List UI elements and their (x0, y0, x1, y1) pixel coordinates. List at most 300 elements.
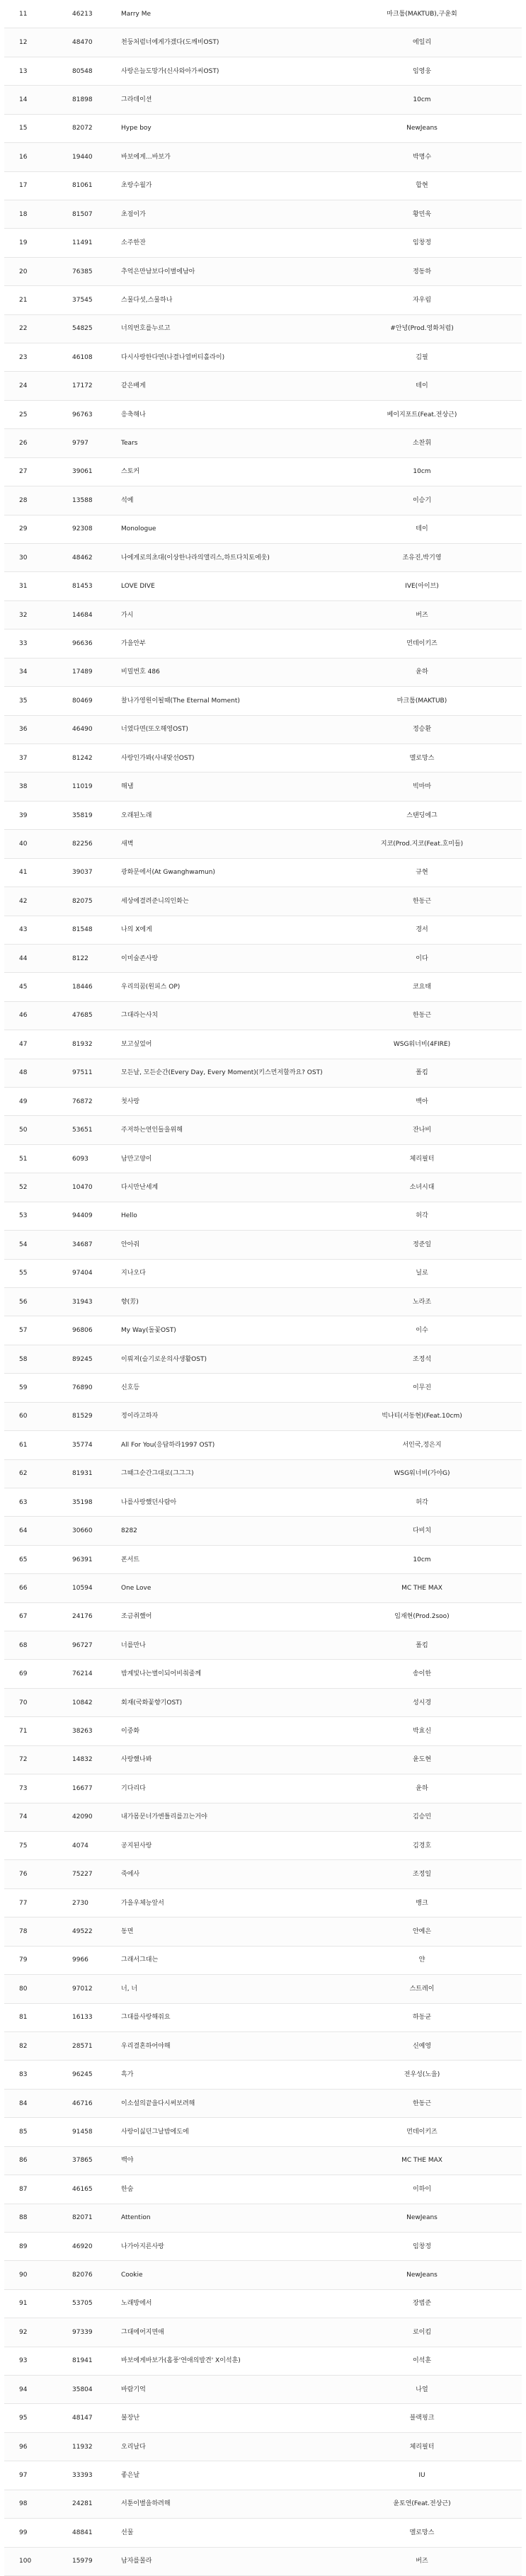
chart-row[interactable] (4, 258, 522, 286)
rank-cell: 54 (19, 1241, 28, 1248)
song-number-cell: 81061 (72, 182, 93, 190)
song-title-cell: 폰서트 (121, 1556, 140, 1563)
artist-cell: 한동근 (412, 1012, 432, 1020)
chart-row[interactable] (4, 1631, 522, 1660)
rank-cell: 31 (19, 583, 28, 591)
song-title-cell: 보고싶었어 (121, 1040, 152, 1048)
song-title-cell: 초랑수월가 (121, 182, 152, 190)
chart-row[interactable] (4, 1260, 522, 1288)
artist-cell: 박명수 (412, 153, 432, 161)
song-number-cell: 30660 (72, 1527, 93, 1535)
chart-row[interactable] (4, 1088, 522, 1116)
song-title-cell: 바보에게…바보가 (121, 153, 171, 161)
chart-row[interactable] (4, 945, 522, 973)
artist-cell: 버즈 (416, 2558, 428, 2565)
song-number-cell: 76890 (72, 1384, 93, 1391)
rank-cell: 28 (19, 496, 28, 504)
song-number-cell: 14684 (72, 611, 93, 619)
chart-row[interactable] (4, 601, 522, 629)
artist-cell: 10cm (413, 468, 431, 476)
song-title-cell: 선물 (121, 2529, 134, 2536)
chart-row[interactable] (4, 544, 522, 572)
song-number-cell: 35804 (72, 2386, 93, 2393)
song-number-cell: 19440 (72, 153, 93, 161)
song-title-cell: 한숨 (121, 2185, 134, 2193)
artist-cell: 임창정 (412, 239, 432, 247)
artist-cell: 정승환 (412, 726, 432, 734)
song-number-cell: 9966 (72, 1956, 88, 1964)
artist-cell: IU (418, 2472, 425, 2479)
song-number-cell: 82256 (72, 840, 93, 848)
song-number-cell: 81898 (72, 96, 93, 103)
chart-row[interactable] (4, 1889, 522, 1917)
rank-cell: 74 (19, 1813, 28, 1821)
rank-cell: 63 (19, 1498, 28, 1506)
artist-cell: 정준일 (412, 1241, 432, 1248)
chart-row[interactable] (4, 2175, 522, 2204)
artist-cell: 폴킴 (416, 1069, 428, 1077)
song-number-cell: 35774 (72, 1441, 93, 1449)
rank-cell: 89 (19, 2242, 28, 2250)
artist-cell: 송이한 (412, 1670, 432, 1678)
artist-cell: 먼데이키즈 (406, 2128, 438, 2136)
song-number-cell: 96806 (72, 1327, 93, 1335)
artist-cell: 잔나비 (412, 1127, 432, 1134)
song-number-cell: 96636 (72, 639, 93, 647)
rank-cell: 48 (19, 1069, 28, 1077)
song-number-cell: 82072 (72, 125, 93, 132)
chart-row[interactable] (4, 1917, 522, 1946)
song-title-cell: 8282 (121, 1527, 137, 1535)
chart-row[interactable] (4, 1316, 522, 1345)
song-title-cell: 오리날다 (121, 2443, 146, 2451)
artist-cell: 다비치 (412, 1527, 432, 1535)
song-number-cell: 53651 (72, 1127, 93, 1134)
song-title-cell: Monologue (121, 525, 156, 533)
chart-row[interactable] (4, 200, 522, 229)
artist-cell: 이다 (416, 954, 428, 962)
chart-row[interactable] (4, 687, 522, 715)
song-number-cell: 8122 (72, 954, 88, 962)
chart-row[interactable] (4, 515, 522, 544)
song-title-cell: 이뤄져(슬기로운의사생활OST) (121, 1355, 207, 1363)
artist-cell: 이승기 (412, 496, 432, 504)
rank-cell: 100 (19, 2558, 32, 2565)
song-number-cell: 39037 (72, 869, 93, 877)
song-title-cell: 첫사랑 (121, 1098, 140, 1105)
song-number-cell: 46716 (72, 2099, 93, 2107)
artist-cell: NewJeans (406, 2272, 438, 2279)
chart-row[interactable] (4, 372, 522, 400)
song-number-cell: 46920 (72, 2242, 93, 2250)
artist-cell: 김경호 (412, 1842, 432, 1850)
chart-row[interactable] (4, 2261, 522, 2289)
rank-cell: 13 (19, 67, 28, 75)
song-number-cell: 10842 (72, 1699, 93, 1706)
rank-cell: 42 (19, 897, 28, 905)
song-number-cell: 46213 (72, 10, 93, 18)
artist-cell: 이수 (416, 1327, 428, 1335)
chart-row[interactable] (4, 916, 522, 945)
rank-cell: 62 (19, 1470, 28, 1478)
chart-row[interactable] (4, 2004, 522, 2032)
song-title-cell: 우리의꿈(원피스 OP) (121, 984, 181, 991)
artist-cell: 황민욱 (412, 210, 432, 218)
chart-row[interactable] (4, 1403, 522, 1431)
rank-cell: 97 (19, 2472, 28, 2479)
song-title-cell: 동면 (121, 1927, 134, 1935)
song-number-cell: 33393 (72, 2472, 93, 2479)
song-number-cell: 81932 (72, 1040, 93, 1048)
chart-row[interactable] (4, 1431, 522, 1459)
rank-cell: 92 (19, 2328, 28, 2336)
song-number-cell: 18446 (72, 984, 93, 991)
chart-row[interactable] (4, 2233, 522, 2261)
chart-row[interactable] (4, 172, 522, 200)
rank-cell: 43 (19, 926, 28, 934)
artist-cell: 스트레이 (409, 1985, 435, 1993)
chart-row[interactable] (4, 1488, 522, 1517)
chart-row[interactable] (4, 2461, 522, 2490)
chart-row[interactable] (4, 0, 522, 28)
song-number-cell: 94409 (72, 1212, 93, 1220)
chart-row[interactable] (4, 1860, 522, 1888)
song-title-cell: 공지된사랑 (121, 1842, 152, 1850)
rank-cell: 85 (19, 2128, 28, 2136)
song-title-cell: 천둥처럼너에게가겠다(도깨비OST) (121, 39, 219, 47)
song-title-cell: 세상에결려준니의인화는 (121, 897, 189, 905)
song-number-cell: 82071 (72, 2214, 93, 2222)
chart-row[interactable] (4, 1746, 522, 1774)
rank-cell: 12 (19, 39, 28, 47)
chart-row[interactable] (4, 1603, 522, 1631)
song-title-cell: 남만고양이 (121, 1155, 152, 1163)
chart-row[interactable] (4, 572, 522, 600)
rank-cell: 70 (19, 1699, 28, 1706)
song-title-cell: 광화문에서(At Gwanghwamun) (121, 869, 215, 877)
chart-row[interactable] (4, 830, 522, 858)
rank-cell: 18 (19, 210, 28, 218)
song-number-cell: 39061 (72, 468, 93, 476)
rank-cell: 44 (19, 954, 28, 962)
song-title-cell: 너의번호를누르고 (121, 325, 171, 333)
song-number-cell: 11491 (72, 239, 93, 247)
song-number-cell: 17489 (72, 668, 93, 676)
artist-cell: 조정석 (412, 1355, 432, 1363)
chart-row[interactable] (4, 1546, 522, 1574)
artist-cell: 체리필터 (409, 2443, 435, 2451)
rank-cell: 75 (19, 1842, 28, 1850)
song-title-cell: 죽에사 (121, 1871, 140, 1879)
rank-cell: 88 (19, 2214, 28, 2222)
chart-row[interactable] (4, 659, 522, 687)
rank-cell: 49 (19, 1098, 28, 1105)
artist-cell: 김필 (416, 353, 428, 361)
chart-row[interactable] (4, 315, 522, 343)
song-title-cell: 소주한잔 (121, 239, 146, 247)
chart-row[interactable] (4, 486, 522, 515)
song-title-cell: 지나오다 (121, 1270, 146, 1277)
chart-row[interactable] (4, 1517, 522, 1545)
artist-cell: 하동균 (412, 2014, 432, 2022)
chart-row[interactable] (4, 2376, 522, 2404)
artist-cell: 멜로망스 (409, 2529, 435, 2536)
chart-row[interactable] (4, 1202, 522, 1231)
song-title-cell: 나를사랑했던사람아 (121, 1498, 177, 1506)
chart-row[interactable] (4, 458, 522, 486)
artist-cell: 자우림 (412, 296, 432, 304)
rank-cell: 53 (19, 1212, 28, 1220)
rank-cell: 16 (19, 153, 28, 161)
song-title-cell: All For You(응답하라1997 OST) (121, 1441, 215, 1449)
rank-cell: 71 (19, 1728, 28, 1736)
song-title-cell: 백야 (121, 2157, 134, 2165)
rank-cell: 87 (19, 2185, 28, 2193)
chart-row[interactable] (4, 1145, 522, 1173)
chart-row[interactable] (4, 2118, 522, 2146)
chart-row[interactable] (4, 1803, 522, 1832)
rank-cell: 84 (19, 2099, 28, 2107)
song-number-cell: 14832 (72, 1756, 93, 1764)
artist-cell: 노라조 (412, 1298, 432, 1306)
rank-cell: 82 (19, 2042, 28, 2050)
chart-row[interactable] (4, 2032, 522, 2061)
rank-cell: 55 (19, 1270, 28, 1277)
song-title-cell: 기다리다 (121, 1784, 146, 1792)
rank-cell: 25 (19, 411, 28, 418)
artist-cell: 테이 (416, 382, 428, 390)
song-number-cell: 13588 (72, 496, 93, 504)
song-number-cell: 47685 (72, 1012, 93, 1020)
song-number-cell: 48470 (72, 39, 93, 47)
chart-row[interactable] (4, 1059, 522, 1088)
chart-row[interactable] (4, 2147, 522, 2175)
rank-cell: 45 (19, 984, 28, 991)
song-title-cell: One Love (121, 1584, 151, 1592)
chart-row[interactable] (4, 1975, 522, 2003)
chart-row[interactable] (4, 1774, 522, 1803)
artist-cell: 코요태 (412, 984, 432, 991)
song-title-cell: 비밀번호 486 (121, 668, 160, 676)
rank-cell: 60 (19, 1413, 28, 1420)
song-number-cell: 15979 (72, 2558, 93, 2565)
artist-cell: 10cm (413, 1556, 431, 1563)
song-title-cell: 그대에어지면애 (121, 2328, 164, 2336)
chart-row[interactable] (4, 343, 522, 372)
artist-cell: 멜로망스 (409, 754, 435, 762)
chart-row[interactable] (4, 2318, 522, 2347)
song-number-cell: 28571 (72, 2042, 93, 2050)
rank-cell: 15 (19, 125, 28, 132)
song-number-cell: 53705 (72, 2300, 93, 2308)
rank-cell: 32 (19, 611, 28, 619)
song-title-cell: 그라데이션 (121, 96, 152, 103)
song-number-cell: 81931 (72, 1470, 93, 1478)
song-title-cell: 사랑했나봐 (121, 1756, 152, 1764)
artist-cell: 정동하 (412, 268, 432, 275)
rank-cell: 73 (19, 1784, 28, 1792)
song-title-cell: 안아줘 (121, 1241, 140, 1248)
song-number-cell: 11932 (72, 2443, 93, 2451)
artist-cell: 윤하 (416, 1784, 428, 1792)
artist-cell: 이하이 (412, 2185, 432, 2193)
song-title-cell: 초점이가 (121, 210, 146, 218)
song-number-cell: 81242 (72, 754, 93, 762)
song-title-cell: 그대를사랑해줘요 (121, 2014, 171, 2022)
song-title-cell: 스물다섯,스물하나 (121, 296, 173, 304)
song-number-cell: 6093 (72, 1155, 88, 1163)
song-title-cell: Cookie (121, 2272, 143, 2279)
rank-cell: 19 (19, 239, 28, 247)
song-number-cell: 49522 (72, 1927, 93, 1935)
song-number-cell: 24176 (72, 1613, 93, 1621)
song-title-cell: 사랑인가봐(사내맞선OST) (121, 754, 195, 762)
song-number-cell: 48841 (72, 2529, 93, 2536)
chart-row[interactable] (4, 2090, 522, 2118)
chart-row[interactable] (4, 143, 522, 171)
chart-row[interactable] (4, 1002, 522, 1030)
artist-cell: 윤도현 (412, 1756, 432, 1764)
song-number-cell: 81941 (72, 2357, 93, 2365)
chart-row[interactable] (4, 2433, 522, 2461)
chart-row[interactable] (4, 887, 522, 916)
rank-cell: 65 (19, 1556, 28, 1563)
chart-row[interactable] (4, 1574, 522, 1602)
chart-row[interactable] (4, 28, 522, 57)
artist-cell: 테이 (416, 525, 428, 533)
chart-row[interactable] (4, 401, 522, 429)
artist-cell: 스탠딩에그 (406, 811, 438, 819)
song-number-cell: 75227 (72, 1871, 93, 1879)
rank-cell: 38 (19, 783, 28, 791)
artist-cell: 임재현(Prod.2soo) (394, 1613, 450, 1621)
chart-row[interactable] (4, 2347, 522, 2376)
rank-cell: 77 (19, 1899, 28, 1907)
rank-cell: 34 (19, 668, 28, 676)
song-number-cell: 31943 (72, 1298, 93, 1306)
song-title-cell: 주저하는연인들을위해 (121, 1127, 183, 1134)
song-number-cell: 76214 (72, 1670, 93, 1678)
song-number-cell: 42090 (72, 1813, 93, 1821)
chart-row[interactable] (4, 429, 522, 457)
song-number-cell: 37545 (72, 296, 93, 304)
song-title-cell: 바람기억 (121, 2386, 146, 2393)
chart-row[interactable] (4, 1173, 522, 1202)
song-number-cell: 97404 (72, 1270, 93, 1277)
chart-row[interactable] (4, 2519, 522, 2547)
rank-cell: 72 (19, 1756, 28, 1764)
chart-row[interactable] (4, 1460, 522, 1488)
artist-cell: 뱅크 (416, 1899, 428, 1907)
chart-row[interactable] (4, 2290, 522, 2318)
artist-cell: 나얼 (416, 2386, 428, 2393)
chart-row[interactable] (4, 802, 522, 830)
artist-cell: 박효신 (412, 1728, 432, 1736)
chart-row[interactable] (4, 1947, 522, 1975)
chart-row[interactable] (4, 115, 522, 143)
chart-row[interactable] (4, 2490, 522, 2519)
chart-row[interactable] (4, 1345, 522, 1374)
song-number-cell: 10594 (72, 1584, 93, 1592)
chart-row[interactable] (4, 1689, 522, 1717)
chart-row[interactable] (4, 286, 522, 314)
song-title-cell: 너, 너 (121, 1985, 138, 1993)
chart-row[interactable] (4, 973, 522, 1001)
chart-row[interactable] (4, 2204, 522, 2233)
song-title-cell: 가을안부 (121, 639, 146, 647)
song-title-cell: 너를만나 (121, 1641, 146, 1649)
song-number-cell: 34687 (72, 1241, 93, 1248)
rank-cell: 24 (19, 382, 28, 390)
song-number-cell: 96391 (72, 1556, 93, 1563)
chart-row[interactable] (4, 2404, 522, 2432)
chart-row[interactable] (4, 859, 522, 887)
rank-cell: 11 (19, 10, 28, 18)
song-number-cell: 82076 (72, 2272, 93, 2279)
song-number-cell: 37865 (72, 2157, 93, 2165)
song-title-cell: 너였다면(또오해영OST) (121, 726, 188, 734)
artist-cell: 신예영 (412, 2042, 432, 2050)
artist-cell: 서인국,정은지 (402, 1441, 442, 1449)
chart-row[interactable] (4, 2061, 522, 2089)
rank-cell: 30 (19, 554, 28, 562)
rank-cell: 50 (19, 1127, 28, 1134)
chart-row[interactable] (4, 229, 522, 257)
rank-cell: 29 (19, 525, 28, 533)
chart-row[interactable] (4, 716, 522, 744)
chart-row[interactable] (4, 629, 522, 658)
song-title-cell: 그대라는사치 (121, 1012, 159, 1020)
chart-row[interactable] (4, 1374, 522, 1402)
chart-row[interactable] (4, 1116, 522, 1144)
rank-cell: 23 (19, 353, 28, 361)
song-number-cell: 96245 (72, 2071, 93, 2079)
chart-row[interactable] (4, 86, 522, 114)
song-title-cell: 이중화 (121, 1728, 140, 1736)
song-number-cell: 97012 (72, 1985, 93, 1993)
song-title-cell: 좋은날 (121, 2472, 140, 2479)
artist-cell: 베이지포트(Feat.전상근) (387, 411, 457, 418)
chart-row[interactable] (4, 773, 522, 801)
chart-row[interactable] (4, 2548, 522, 2576)
artist-cell: 소녀시대 (409, 1184, 435, 1191)
song-number-cell: 96763 (72, 411, 93, 418)
song-title-cell: 회재(국화꽃향기OST) (121, 1699, 183, 1706)
chart-row[interactable] (4, 1288, 522, 1316)
artist-cell: 경서 (416, 926, 428, 934)
song-title-cell: 우리결혼하어야해 (121, 2042, 171, 2050)
song-number-cell: 16677 (72, 1784, 93, 1792)
artist-cell: 얀 (418, 1956, 425, 1964)
artist-cell: 버즈 (416, 611, 428, 619)
chart-row[interactable] (4, 1030, 522, 1059)
chart-row[interactable] (4, 1660, 522, 1688)
artist-cell: 김승민 (412, 1813, 432, 1821)
artist-cell: 블랙핑크 (409, 2415, 435, 2422)
song-number-cell: 92308 (72, 525, 93, 533)
chart-row[interactable] (4, 1832, 522, 1860)
song-number-cell: 81548 (72, 926, 93, 934)
artist-cell: 한동근 (412, 897, 432, 905)
chart-row[interactable] (4, 57, 522, 86)
rank-cell: 27 (19, 468, 28, 476)
chart-row[interactable] (4, 1231, 522, 1259)
chart-row[interactable] (4, 1717, 522, 1745)
song-number-cell: 80548 (72, 67, 93, 75)
song-number-cell: 9797 (72, 440, 88, 448)
chart-row[interactable] (4, 744, 522, 773)
song-number-cell: 81453 (72, 583, 93, 591)
